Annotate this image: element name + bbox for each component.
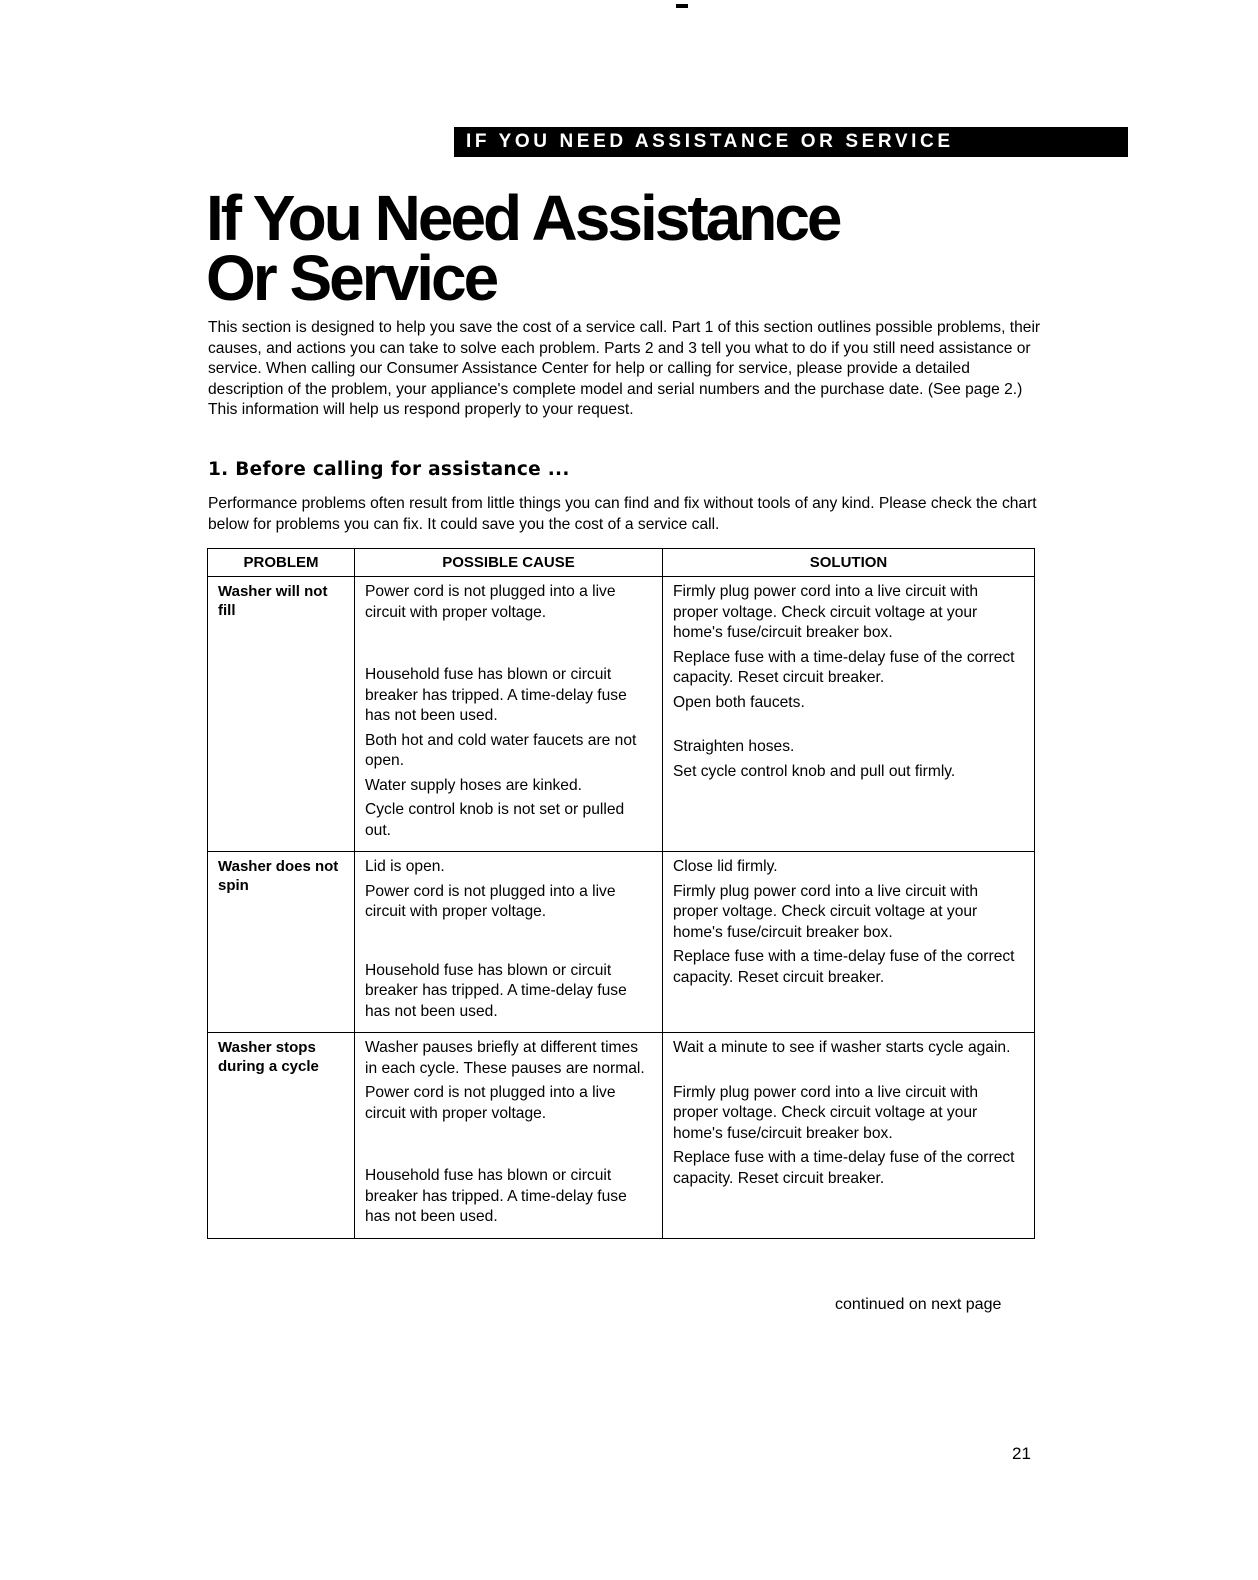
- solution-text: Firmly plug power cord into a live circuit with proper voltage. Check circuit voltage at your home's fuse/circuit breaker box.: [673, 583, 979, 641]
- solution-text: Replace fuse with a time-delay fuse of the correct capacity. Reset circuit breaker.: [673, 948, 1015, 986]
- solution-text: Firmly plug power cord into a live circuit with proper voltage. Check circuit voltage at your home's fuse/circuit breaker box.: [673, 1083, 979, 1142]
- header-problem: PROBLEM: [208, 549, 355, 577]
- cause-text: Cycle control knob is not set or pulled out.: [365, 801, 625, 839]
- intro-paragraph: This section is designed to help you save the cost of a service call. Part 1 of this section outlines possible problems, their causes, and actions you can take to solve each problem. Parts 2 and 3 tell you what to do if you still need assistance or service. When calling our Consumer Assistance Center for help or calling for service, please provide a detailed description of the problem, your appliance's complete model and serial numbers and the purchase date. (See page 2.) This information will help us respond properly to your request.: [208, 319, 1041, 418]
- cause-text: Household fuse has blown or circuit breaker has tripped. A time-delay fuse has not been used.: [365, 961, 627, 1020]
- scan-mark: [676, 4, 688, 8]
- solution-text: Wait a minute to see if washer starts cycle again.: [673, 1039, 1011, 1056]
- solution-text: Firmly plug power cord into a live circuit with proper voltage. Check circuit voltage at your home's fuse/circuit breaker box.: [673, 882, 979, 941]
- table-row: [208, 1033, 1035, 1239]
- solution-text: Open both faucets.: [673, 693, 805, 711]
- cause-text: Household fuse has blown or circuit breaker has tripped. A time-delay fuse has not been used.: [365, 666, 627, 724]
- cause-text: Lid is open.: [365, 858, 445, 875]
- header-solution: SOLUTION: [663, 549, 1035, 577]
- cause-text: Power cord is not plugged into a live circuit with proper voltage.: [365, 882, 616, 920]
- table-row: [208, 577, 1035, 852]
- section-1-intro: Performance problems often result from little things you can find and fix without tools of any kind. Please check the chart below for problems you can fix. It could save you the cost of a service call.: [208, 495, 1037, 533]
- solution-text: Close lid firmly.: [673, 858, 778, 875]
- cause-text: Power cord is not plugged into a live circuit with proper voltage.: [365, 1084, 616, 1122]
- solution-cell: [663, 577, 1035, 852]
- cause-text: Water supply hoses are kinked.: [365, 776, 582, 794]
- solution-cell: [663, 1033, 1035, 1239]
- solution-text: Set cycle control knob and pull out firmly.: [673, 762, 956, 780]
- solution-text: Replace fuse with a time-delay fuse of the correct capacity. Reset circuit breaker.: [673, 1149, 1015, 1187]
- table-header-row: [208, 549, 1035, 577]
- problem-cell: Washer does not spin: [208, 852, 355, 1033]
- cause-cell: [355, 1033, 663, 1239]
- cause-text: Power cord is not plugged into a live circuit with proper voltage.: [365, 583, 616, 621]
- problem-cell: Washer will not fill: [208, 577, 355, 852]
- solution-text: Replace fuse with a time-delay fuse of the correct capacity. Reset circuit breaker.: [673, 648, 1015, 686]
- page-number: 21: [1012, 1444, 1031, 1463]
- troubleshooting-table: [207, 548, 1035, 1239]
- page-title-line-1: If You Need Assistance: [206, 182, 840, 254]
- problem-cell: Washer stops during a cycle: [208, 1033, 355, 1239]
- cause-cell: [355, 852, 663, 1033]
- cause-text: Household fuse has blown or circuit breaker has tripped. A time-delay fuse has not been used.: [365, 1167, 627, 1225]
- table-row: [208, 852, 1035, 1033]
- cause-text: Both hot and cold water faucets are not open.: [365, 731, 637, 769]
- page-title-line-2: Or Service: [206, 242, 497, 314]
- cause-cell: [355, 577, 663, 852]
- solution-cell: [663, 852, 1035, 1033]
- solution-text: Straighten hoses.: [673, 738, 795, 755]
- section-banner: IF YOU NEED ASSISTANCE OR SERVICE: [454, 127, 1128, 157]
- header-possible-cause: POSSIBLE CAUSE: [355, 549, 663, 577]
- continued-note: continued on next page: [835, 1296, 1002, 1313]
- cause-text: Washer pauses briefly at different times in each cycle. These pauses are normal.: [365, 1039, 645, 1077]
- page-title: [206, 182, 1106, 314]
- section-1-heading: 1. Before calling for assistance ...: [208, 459, 570, 480]
